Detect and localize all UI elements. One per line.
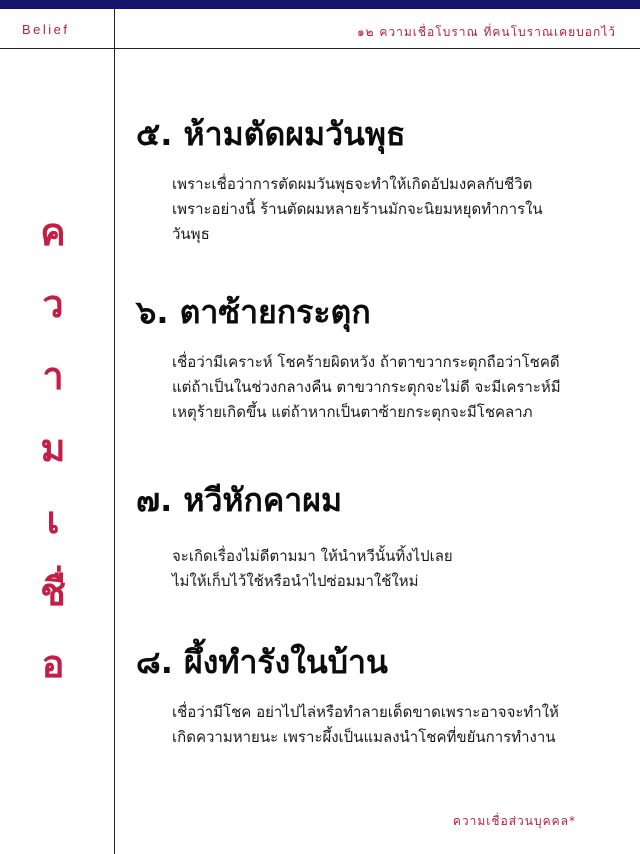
description-line: เพราะอย่างนี้ ร้านตัดผมหลายร้านมักจะนิยมหยุดทำการใน — [172, 200, 543, 218]
header-title: ๑๒ ความเชื่อโบราณ ที่คนโบราณเคยบอกไว้ — [357, 25, 616, 39]
belief-item-5 — [136, 112, 616, 247]
side-title-char: า — [42, 354, 64, 398]
belief-item-6 — [136, 290, 616, 425]
vertical-side-title — [22, 196, 84, 700]
item-description — [136, 700, 616, 750]
description-line: เพราะเชื่อว่าการตัดผมวันพุธจะทำให้เกิดอัปมงคลกับชีวิต — [172, 175, 533, 193]
description-line: จะเกิดเรื่องไม่ดีตามมา ให้นำหวีนั้นทิ้งไปเลย — [172, 547, 453, 565]
belief-item-7 — [136, 478, 616, 594]
top-accent-bar — [0, 0, 640, 9]
item-heading: ๕. ห้ามตัดผมวันพุธ — [136, 115, 406, 153]
item-heading: ๗. หวีหักคาผม — [136, 481, 343, 519]
description-line: เหตุร้ายเกิดขึ้น แต่ถ้าหากเป็นตาซ้ายกระตุกจะมีโชคลาภ — [172, 403, 533, 421]
description-line: วันพุธ — [172, 225, 210, 243]
side-title-char: เ — [46, 498, 60, 542]
belief-item-8 — [136, 640, 616, 750]
side-title-char: อ — [41, 642, 65, 686]
item-heading: ๖. ตาซ้ายกระตุก — [136, 293, 371, 331]
side-title-char: ว — [42, 282, 64, 326]
footnote: ความเชื่อส่วนบุคคล* — [452, 814, 576, 828]
item-heading: ๘. ผึ้งทำรังในบ้าน — [136, 643, 388, 681]
description-line: แต่ถ้าเป็นในช่วงกลางคืน ตาขวากระตุกจะไม่ดี จะมีเคราะห์มี — [172, 378, 561, 396]
side-title-char: ค — [40, 210, 66, 254]
brand-label: Belief — [22, 22, 70, 37]
sidebar-divider — [114, 9, 115, 854]
item-description — [136, 172, 616, 247]
item-description — [136, 350, 616, 425]
description-line: เชื่อว่ามีเคราะห์ โชคร้ายผิดหวัง ถ้าตาขวากระตุกถือว่าโชคดี — [172, 353, 560, 371]
header-divider — [0, 48, 640, 49]
description-line: เชื่อว่ามีโชค อย่าไปไล่หรือทำลายเด็ดขาดเพราะอาจจะทำให้ — [172, 703, 559, 721]
side-title-char: ชื่ — [40, 570, 66, 614]
side-title-char: ม — [40, 426, 66, 470]
item-description — [136, 544, 616, 594]
description-line: เกิดความหายนะ เพราะผึ้งเป็นแมลงนำโชคที่ขยันการทำงาน — [172, 728, 556, 746]
description-line: ไม่ให้เก็บไว้ใช้หรือนำไปซ่อมมาใช้ใหม่ — [172, 572, 419, 590]
